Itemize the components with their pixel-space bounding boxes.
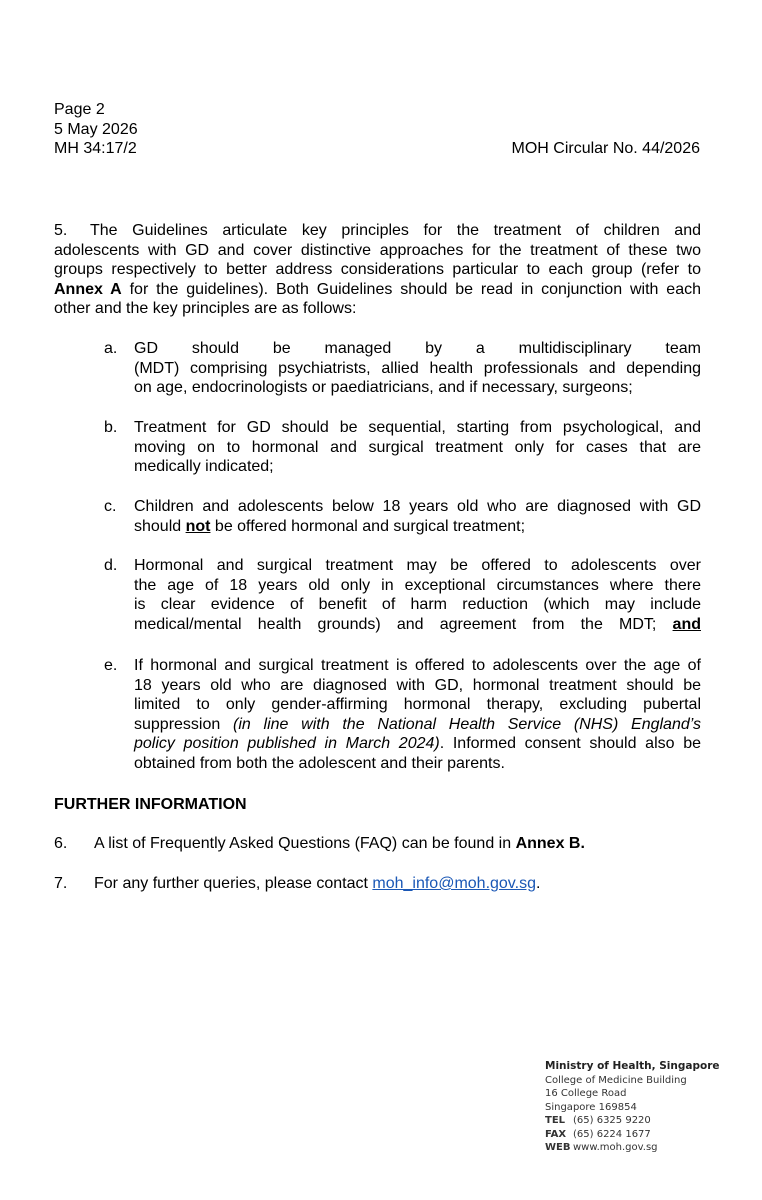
annex-b-ref: Annex B. <box>515 835 585 852</box>
ministry-name: Ministry of Health, Singapore <box>545 1060 720 1072</box>
section-heading-further-information: FURTHER INFORMATION <box>54 796 247 813</box>
item-letter: e. <box>104 657 118 674</box>
item-letter: a. <box>104 340 118 357</box>
postal-code: Singapore 169854 <box>545 1101 637 1113</box>
paragraph-5-line-3: groups respectively to better address considerations particular to each group (refer to <box>54 261 701 278</box>
nhs-reference: (in line with the National Health Service (NHS) England’s <box>233 715 702 733</box>
fax: FAX (65) 6224 1677 <box>545 1128 651 1140</box>
item-text: Treatment for GD should be sequential, starting from psychological, and moving on to hormonal and surgical treatment only for cases that are medically indicated; <box>134 419 701 475</box>
paragraph-5-line-1: 5. The Guidelines articulate key principles for the treatment of children and <box>54 222 701 239</box>
item-text: If hormonal and surgical treatment is offered to adolescents over the age of 18 years old who are diagnosed with GD, hormonal treatment should be limited to only gender-affirming hormonal therapy, excluding pubertal suppression (in line with the National Health Service (NHS) England’s policy position published in March 2024). Informed consent should also be obtained from both the adolescent and their parents. <box>134 657 702 772</box>
paragraph-5-line-4: Annex A for the guidelines). Both Guidelines should be read in conjunction with each <box>54 280 701 298</box>
item-text: Children and adolescents below 18 years old who are diagnosed with GD should not be offered hormonal and surgical treatment; <box>134 498 701 535</box>
paragraph-5-line-2: adolescents with GD and cover distinctive approaches for the treatment of these two <box>54 241 701 259</box>
page-number: Page 2 <box>54 101 105 118</box>
nhs-reference-cont: policy position published in March 2024) <box>134 735 440 752</box>
item-text: GD should be managed by a multidisciplinary team (MDT) comprising psychiatrists, allied health professionals and depending on age, endocrinologists or paediatricians, and if necessary, surgeons; <box>134 340 701 396</box>
street-address: 16 College Road <box>545 1088 627 1099</box>
item-text: Hormonal and surgical treatment may be offered to adolescents over the age of 18 years old only in exceptional circumstances where there is clear evidence of benefit of harm reduction (which may include medical/mental health grounds) and agreement from the MDT; and <box>134 557 701 633</box>
document-header <box>54 100 700 159</box>
paragraph-6-text: A list of Frequently Asked Questions (FAQ) can be found in Annex B. <box>94 835 585 852</box>
paragraph-7-text: For any further queries, please contact moh_info@moh.gov.sg. <box>94 875 541 892</box>
paragraph-5 <box>54 221 701 319</box>
annex-a-ref: Annex A <box>54 280 122 298</box>
paragraph-6-number: 6. <box>54 835 68 852</box>
emphasis-and: and <box>672 615 701 633</box>
item-letter: b. <box>104 419 118 436</box>
item-letter: d. <box>104 557 118 574</box>
document-date: 5 May 2026 <box>54 120 138 138</box>
telephone: TEL (65) 6325 9220 <box>545 1115 651 1126</box>
ministry-address-block <box>545 1060 720 1155</box>
website: WEB www.moh.gov.sg <box>545 1142 658 1153</box>
emphasis-not: not <box>185 517 211 535</box>
building-name: College of Medicine Building <box>545 1074 687 1086</box>
contact-email-link[interactable]: moh_info@moh.gov.sg <box>372 875 536 892</box>
paragraph-7-number: 7. <box>54 875 68 892</box>
circular-number: MOH Circular No. 44/2026 <box>511 140 700 157</box>
paragraph-5-number: 5. <box>54 222 68 239</box>
item-letter: c. <box>104 498 117 515</box>
file-reference: MH 34:17/2 <box>54 140 137 157</box>
paragraph-5-line-5: other and the key principles are as follows: <box>54 300 357 317</box>
